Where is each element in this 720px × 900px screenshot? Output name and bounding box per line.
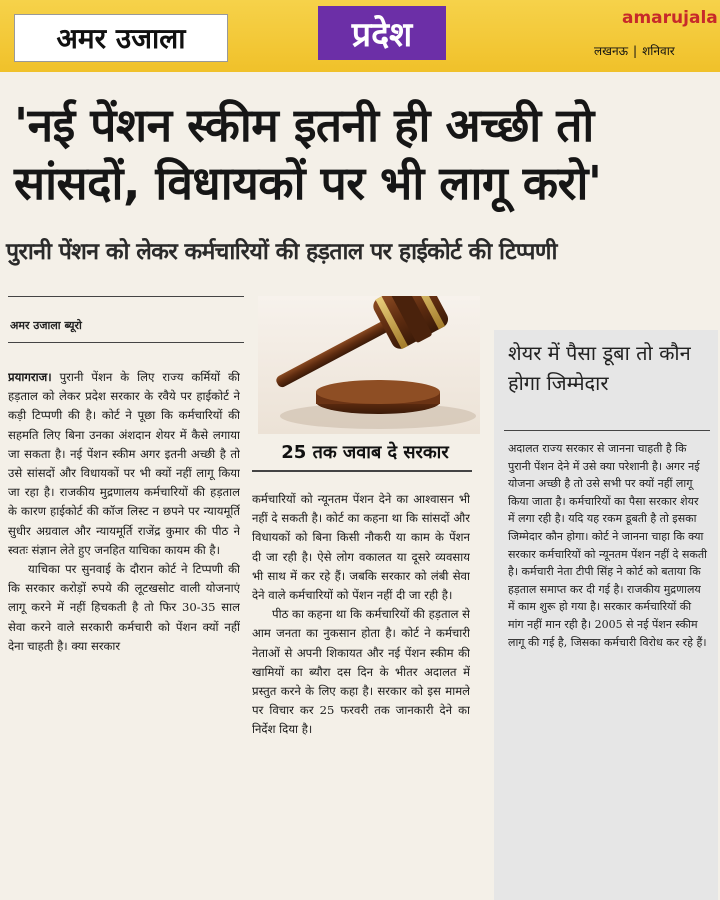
article-paragraph: [8, 368, 240, 560]
article-paragraph: पीठ का कहना था कि कर्मचारियों की हड़ताल से आम जनता का नुकसान होता है। कोर्ट ने कर्मचारी नेताओं से अपनी शिकायत और नई पेंशन स्कीम की खामियों का ब्यौरा दस दिन के भीतर अदालत में प्रस्तुत करने के लिए कहा है। सरकार को इस मामले पर विचार कर 25 फरवरी तक जानकारी देने का निर्देश दिया है।: [252, 607, 470, 737]
divider-caption: [252, 470, 472, 472]
section-label: प्रदेश: [318, 6, 446, 60]
headline-line-1: 'नई पेंशन स्कीम इतनी ही अच्छी तो: [14, 98, 594, 152]
image-caption: 25 तक जवाब दे सरकार: [281, 442, 449, 463]
edition-day: शनिवार: [642, 44, 675, 58]
brand-name: amarujala: [622, 8, 718, 28]
article-column-2: [252, 490, 470, 898]
edition-dateline: [594, 42, 675, 59]
headline: [14, 96, 714, 212]
sidebar-title: शेयर में पैसा डूबा तो कौन होगा जिम्मेदार: [508, 341, 691, 395]
newspaper-logo: अमर उजाला: [14, 14, 228, 62]
article-dateline: प्रयागराज।: [8, 370, 52, 384]
article-paragraph: कर्मचारियों को न्यूनतम पेंशन देने का आश्वासन भी नहीं दे सकती है। कोर्ट का कहना था कि सांसदों और विधायकों को बिना किसी नौकरी या काम के पेंशन दी जा रही है। ऐसे लोग वकालत या दूसरे व्यवसाय भी साथ में कर रहे हैं। जबकि सरकार को लंबी सेवा देने वाले कर्मचारियों को पेंशन नहीं दी जा रही है।: [252, 492, 470, 603]
gavel-icon: [258, 296, 480, 434]
headline-line-2: सांसदों, विधायकों पर भी लागू करो': [14, 156, 602, 210]
divider-byline: [8, 342, 244, 343]
gavel-image: [258, 296, 480, 434]
article-paragraph: याचिका पर सुनवाई के दौरान कोर्ट ने टिप्पणी की कि सरकार करोड़ों रुपये की लूटखसोट वाली योजनाएं लागू करने में नहीं हिचकती है तो फिर 30-35 साल सेवा करने वाले सरकारी कर्मचारी को पेंशन क्यों नहीं देना चाहती है। क्या सरकार: [8, 562, 240, 653]
article-text: पुरानी पेंशन के लिए राज्य कर्मियों की हड़ताल को लेकर प्रदेश सरकार के रवैये पर हाईकोर्ट ने कड़ी टिप्पणी की है। कोर्ट ने पूछा कि कर्मचारियों की सहमति लिए बिना उनका अंशदान शेयर में कैसे लगाया जा सकता है। नई पेंशन स्कीम अगर इतनी अच्छी है तो उसे सांसदों और विधायकों पर भी क्यों नहीं लागू किया जा रहा है। राजकीय मुद्रणालय कर्मचारियों की हड़ताल के कारण हाईकोर्ट की कॉज लिस्ट न छपने पर न्यायमूर्ति सुधीर अग्रवाल और न्यायमूर्ति राजेंद्र कुमार की पीठ ने स्वतः संज्ञान लेते हुए जनहित याचिका कायम की है।: [8, 370, 240, 557]
divider-top: [8, 296, 244, 297]
edition-city: लखनऊ: [594, 44, 629, 58]
dateline-separator: |: [633, 44, 638, 58]
article-column-1: [8, 368, 240, 898]
sidebar-divider: [504, 430, 710, 431]
sidebar-body: अदालत राज्य सरकार से जानना चाहती है कि पुरानी पेंशन देने में उसे क्या परेशानी है। अगर नई योजना अच्छी है तो उसे सभी पर क्यों नहीं लागू किया जाता है। कर्मचारियों का पैसा सरकार शेयर में लगा रही है। यदि यह रकम डूबती है तो इसका जिम्मेदार कौन होगा। कोर्ट ने जानना चाहा कि क्या सरकार कर्मचारियों को न्यूनतम पेंशन नहीं दे सकती है। कर्मचारी नेता टीपी सिंह ने कोर्ट को बताया कि हड़ताल समाप्त कर दी गई है। राजकीय मुद्रणालय में काम शुरू हो गया है। सरकार कर्मचारियों की मांग नहीं मान रही है। 2005 से नई पेंशन स्कीम लागू की गई है, जिसका कर्मचारी विरोध कर रहे हैं।: [508, 442, 707, 649]
byline: अमर उजाला ब्यूरो: [10, 319, 82, 332]
masthead: [0, 0, 720, 72]
subheadline: पुरानी पेंशन को लेकर कर्मचारियों की हड़ताल पर हाईकोर्ट की टिप्पणी: [6, 239, 557, 265]
